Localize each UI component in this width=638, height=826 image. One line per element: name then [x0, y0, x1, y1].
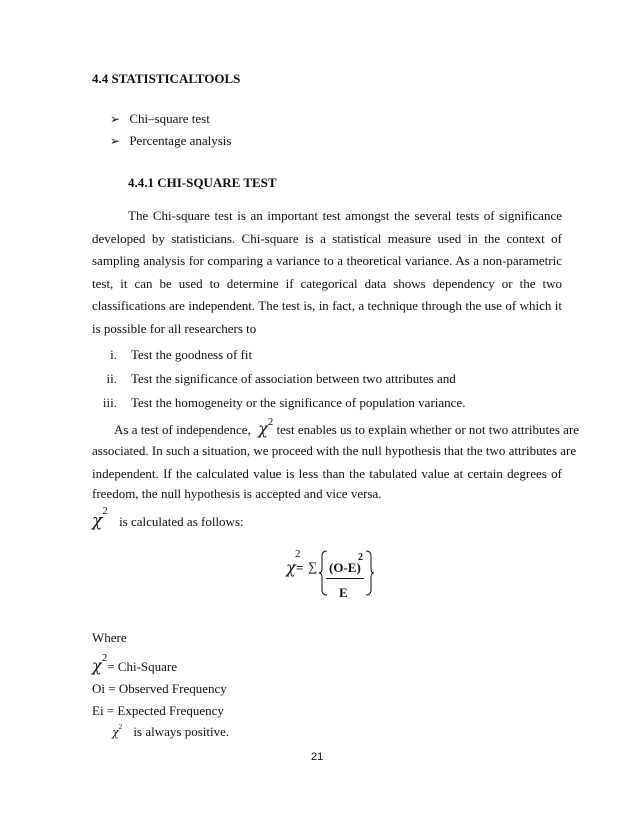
definition-ei: Ei = Expected Frequency: [92, 703, 224, 718]
positive-note: [112, 724, 229, 740]
paragraph-line: associated. In such a situation, we proceed with the null hypothesis that the two attributes are: [92, 443, 577, 458]
formula-chi: χ: [286, 558, 296, 577]
left-brace-icon: [318, 550, 328, 596]
paragraph-line: freedom, the null hypothesis is accepted and vice versa.: [92, 486, 382, 501]
definition-chi: [92, 652, 177, 675]
formula-denominator: E: [339, 585, 348, 600]
formula-superscript: 2: [295, 548, 301, 560]
chi-symbol: χ: [112, 726, 119, 739]
tool-label: Chi–square test: [129, 111, 210, 126]
section-title: 4.4 STATISTICALTOOLS: [92, 71, 241, 86]
right-brace-icon: [365, 550, 375, 596]
list-number: ii.: [106, 371, 117, 386]
positive-text: is always positive.: [133, 724, 230, 739]
superscript: 2: [267, 416, 274, 428]
calc-text: is calculated as follows:: [119, 514, 244, 529]
sigma-icon: ∑: [308, 559, 318, 574]
superscript: 2: [118, 723, 123, 731]
formula-exponent: 2: [358, 552, 363, 563]
definition-text: = Chi-Square: [107, 659, 177, 674]
independence-lead: As a test of independence,: [114, 422, 251, 437]
calc-line: [92, 505, 244, 531]
subsection-title: 4.4.1 CHI-SQUARE TEST: [128, 175, 277, 190]
paragraph-line: independent. If the calculated value is less than the tabulated value at certain degrees of: [92, 466, 562, 481]
chi-symbol: χ: [258, 419, 268, 438]
superscript: 2: [101, 652, 108, 664]
list-item: Test the goodness of fit: [131, 347, 253, 362]
definition-oi: Oi = Observed Frequency: [92, 681, 227, 696]
independence-rest: test enables us to explain whether or not two attributes are: [276, 422, 580, 437]
arrow-bullet-icon: ➢: [110, 134, 121, 148]
list-item: Test the homogeneity or the significance of population variance.: [131, 395, 466, 410]
formula-equals: =: [296, 560, 304, 575]
chi-symbol: χ: [92, 656, 102, 675]
arrow-bullet-icon: ➢: [110, 112, 121, 126]
page-number: 21: [311, 751, 324, 763]
chi-symbol: χ: [92, 511, 103, 531]
superscript: 2: [102, 505, 108, 517]
independence-first-line: [92, 416, 580, 438]
list-item: [110, 133, 231, 149]
list-item: [110, 111, 210, 127]
intro-paragraph: The Chi-square test is an important test amongst the several tests of significance developed by statisticians. Chi-square is a statistical measure used in the context of sampling analysis for comparing a variance to a theoretical variance. As a non-parametric test, it can be used to determine if categorical data shows dependency or the two classifications are independent. The test is, in fact, a technique through the use of which it is possible for all researchers to: [92, 208, 562, 336]
formula-numerator: (O-E): [329, 560, 361, 575]
fraction-bar: [326, 578, 364, 579]
where-label: Where: [92, 630, 127, 645]
tool-label: Percentage analysis: [129, 133, 232, 148]
list-number: i.: [110, 347, 117, 362]
list-item: Test the significance of association between two attributes and: [131, 371, 456, 386]
list-number: iii.: [102, 395, 117, 410]
